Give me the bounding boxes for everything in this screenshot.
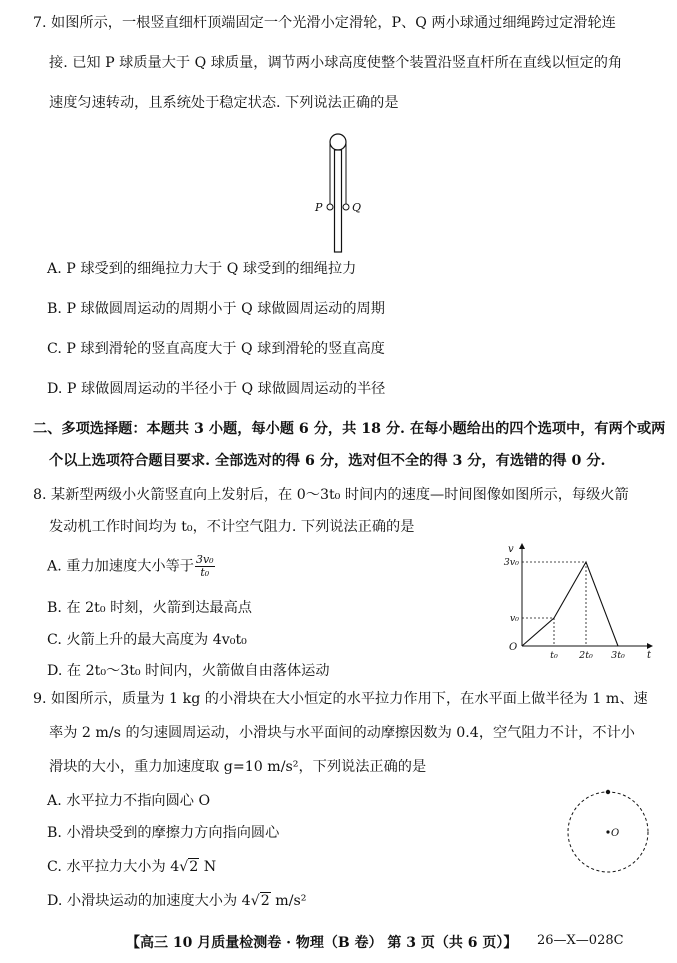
q8-velocity-time-graph <box>490 540 660 662</box>
q9-option-d-text: D. 小滑块运动的加速度大小为 4 <box>47 893 251 909</box>
q9-option-d-unit: m/s² <box>270 893 307 909</box>
slider-block-dot <box>606 790 610 794</box>
q9-option-c-text: C. 水平拉力大小为 4 <box>47 859 180 875</box>
tick-y-3v0: 3v₀ <box>503 557 519 568</box>
q9-stem-line2: 率为 2 m/s 的匀速圆周运动，小滑块与水平面间的动摩擦因数为 0.4，空气阻力不计，不计小 <box>49 725 635 741</box>
q9-circle-figure <box>562 786 654 878</box>
tick-y-v0: v₀ <box>509 613 519 624</box>
tick-x-2t0: 2t₀ <box>579 650 593 661</box>
q8-option-c: C. 火箭上升的最大高度为 4v₀t₀ <box>47 632 247 648</box>
radicand: 2 <box>260 893 270 909</box>
velocity-series-line <box>522 562 618 646</box>
q9-stem-line1: 9. 如图所示，质量为 1 kg 的小滑块在大小恒定的水平拉力作用下，在水平面上做半径为 1 m、速 <box>33 691 648 707</box>
fraction-denominator: t₀ <box>200 566 210 579</box>
q7-option-b: B. P 球做圆周运动的周期小于 Q 球做圆周运动的周期 <box>47 301 385 317</box>
fraction-numerator: 3v₀ <box>195 553 214 566</box>
radicand: 2 <box>189 859 199 875</box>
q7-option-a: A. P 球受到的细绳拉力大于 Q 球受到的细绳拉力 <box>47 261 357 277</box>
q8-stem-line1: 8. 某新型两级小火箭竖直向上发射后，在 0～3t₀ 时间内的速度—时间图像如图所示，每级火箭 <box>33 487 629 503</box>
q7-stem-line3: 速度匀速转动，且系统处于稳定状态. 下列说法正确的是 <box>49 95 399 111</box>
q8-option-a-fraction <box>195 554 215 579</box>
footer-code: 26—X—028C <box>537 933 624 948</box>
q7-stem-line2: 接. 已知 P 球质量大于 Q 球质量，调节两小球高度使整个装置沿竖直杆所在直线以恒定的角 <box>49 55 623 71</box>
origin-label: O <box>509 642 518 653</box>
q9-option-a: A. 水平拉力不指向圆心 O <box>47 793 211 809</box>
q8-option-a-text: A. 重力加速度大小等于 <box>47 558 194 575</box>
sqrt-icon: √ <box>250 893 260 909</box>
footer-page-info: 【高三 10 月质量检测卷 · 物理（B 卷） 第 3 页（共 6 页）】 <box>126 935 518 951</box>
x-axis-label: t <box>647 650 652 661</box>
y-axis-label: v <box>508 544 514 555</box>
q8-stem-line2: 发动机工作时间均为 t₀，不计空气阻力. 下列说法正确的是 <box>49 519 415 535</box>
tick-x-3t0: 3t₀ <box>611 650 625 661</box>
q8-option-a <box>47 554 215 579</box>
label-q: Q <box>352 201 362 214</box>
q8-option-b: B. 在 2t₀ 时刻，火箭到达最高点 <box>47 600 252 616</box>
ball-p <box>327 204 333 210</box>
q8-option-d: D. 在 2t₀～3t₀ 时间内，火箭做自由落体运动 <box>47 663 330 679</box>
section2-heading-line1: 二、多项选择题：本题共 3 小题，每小题 6 分，共 18 分. 在每小题给出的四个选项中，有两个或两 <box>33 421 666 437</box>
q9-option-b: B. 小滑块受到的摩擦力方向指向圆心 <box>47 825 280 841</box>
q9-option-c <box>47 856 216 876</box>
q9-stem-line3: 滑块的大小，重力加速度取 g=10 m/s²，下列说法正确的是 <box>49 759 427 775</box>
q7-stem-line1: 7. 如图所示，一根竖直细杆顶端固定一个光滑小定滑轮，P、Q 两小球通过细绳跨过定滑轮连 <box>33 15 616 31</box>
q7-option-c: C. P 球到滑轮的竖直高度大于 Q 球到滑轮的竖直高度 <box>47 341 385 357</box>
vertical-rod <box>335 150 342 252</box>
label-p: P <box>315 201 323 214</box>
tick-x-t0: t₀ <box>550 650 558 661</box>
q7-figure-pulley-rod <box>300 128 380 254</box>
q7-option-d: D. P 球做圆周运动的半径小于 Q 球做圆周运动的半径 <box>47 381 386 397</box>
ball-q <box>343 204 349 210</box>
sqrt-icon: √ <box>179 859 189 875</box>
q9-option-c-unit: N <box>199 859 217 875</box>
section2-heading-line2: 个以上选项符合题目要求. 全部选对的得 6 分，选对但不全的得 3 分，有选错的得 0 分. <box>49 453 606 469</box>
center-label: O <box>611 828 620 839</box>
center-dot <box>606 830 609 833</box>
q9-option-d <box>47 890 306 910</box>
pulley-icon <box>330 134 346 150</box>
